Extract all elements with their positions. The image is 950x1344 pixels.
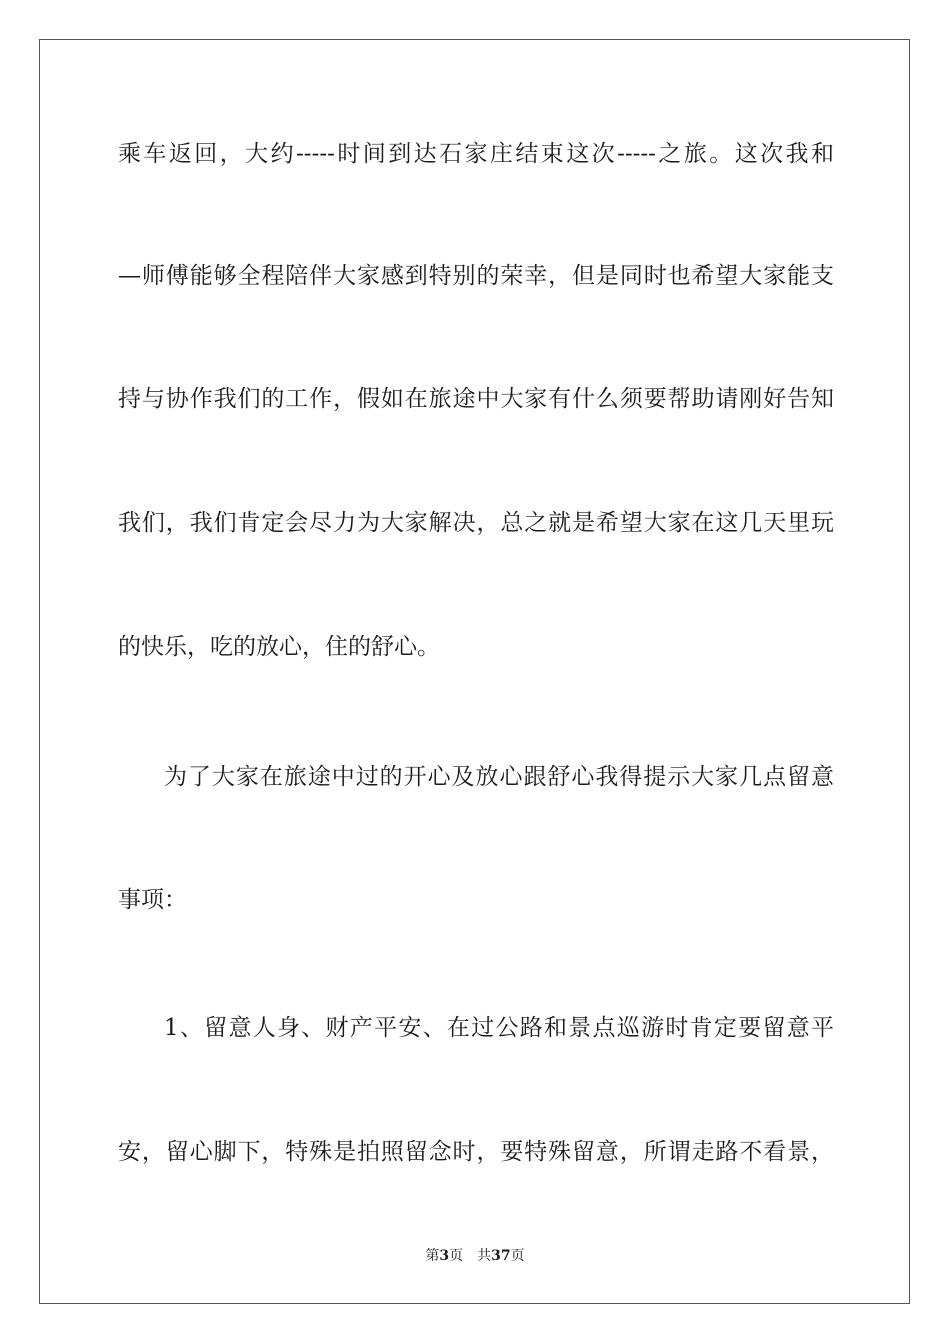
text-line-8: 1、留意人身、财产平安、在过公路和景点巡游时肯定要留意平	[164, 1015, 834, 1041]
text-line-1: 乘车返回，大约-----时间到达石家庄结束这次-----之旅。这次我和	[118, 141, 834, 167]
footer-total-suffix: 页	[510, 1248, 525, 1264]
footer-total-prefix: 共	[477, 1248, 492, 1264]
footer-page-suffix: 页	[449, 1248, 464, 1264]
text-line-6: 为了大家在旅途中过的开心及放心跟舒心我得提示大家几点留意	[164, 764, 834, 790]
page-border	[39, 39, 910, 1304]
text-line-4: 我们，我们肯定会尽力为大家解决，总之就是希望大家在这几天里玩	[118, 510, 834, 536]
text-line-9: 安，留心脚下，特殊是拍照留念时，要特殊留意，所谓走路不看景，	[118, 1139, 834, 1165]
footer-total-pages: 37	[491, 1248, 511, 1264]
page-footer	[0, 1247, 950, 1265]
footer-page-prefix: 第	[425, 1248, 440, 1264]
text-line-5: 的快乐，吃的放心，住的舒心。	[118, 634, 440, 660]
text-line-7: 事项：	[118, 887, 187, 913]
footer-page-number: 3	[439, 1248, 450, 1264]
text-line-3: 持与协作我们的工作，假如在旅途中大家有什么须要帮助请刚好告知	[118, 386, 834, 412]
text-line-2: —师傅能够全程陪伴大家感到特别的荣幸，但是同时也希望大家能支	[118, 263, 834, 289]
